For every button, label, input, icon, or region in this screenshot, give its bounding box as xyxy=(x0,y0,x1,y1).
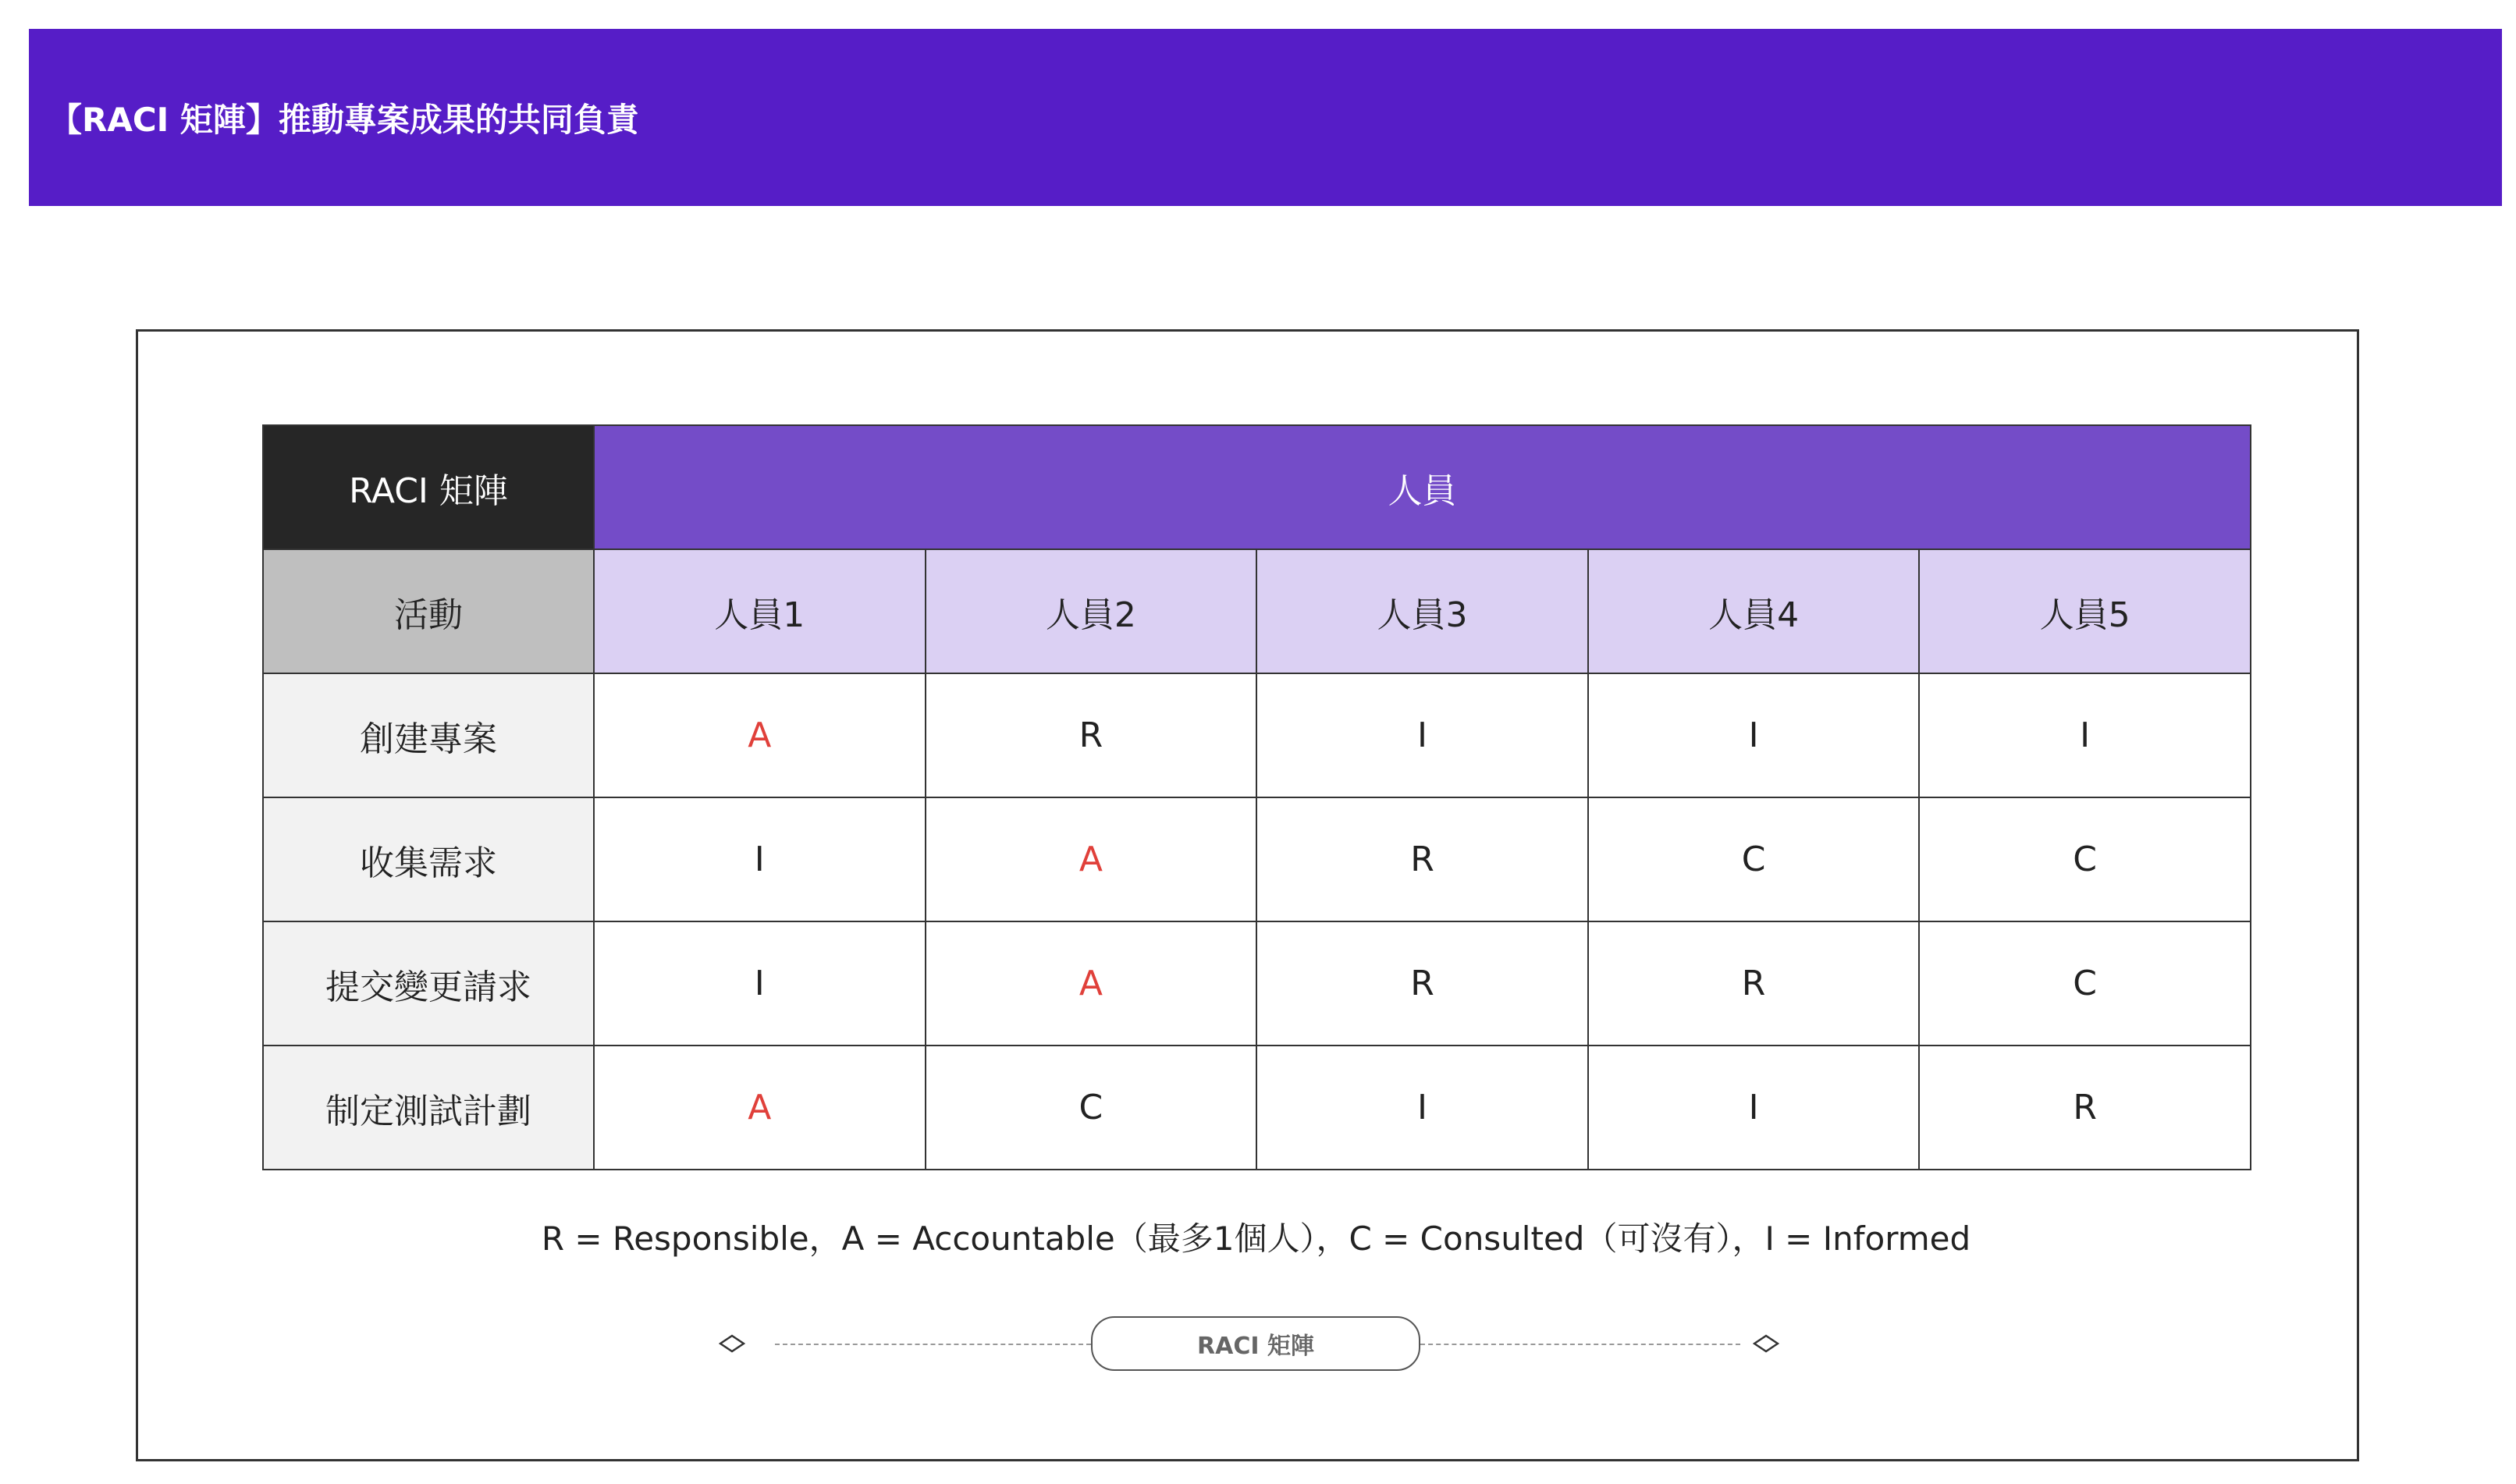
matrix-corner-label: RACI 矩陣 xyxy=(263,425,594,549)
person-column-header: 人員1 xyxy=(594,549,926,673)
people-group-header: 人員 xyxy=(594,425,2251,549)
raci-matrix xyxy=(262,424,2251,1170)
page-header xyxy=(29,29,2502,206)
table-row xyxy=(263,1046,2251,1170)
table-row xyxy=(263,921,2251,1046)
diamond-outline-icon xyxy=(719,1330,745,1357)
raci-value: I xyxy=(1256,673,1588,797)
raci-value: A xyxy=(926,921,1257,1046)
table-subheader-row xyxy=(263,549,2251,673)
raci-value: A xyxy=(926,797,1257,921)
raci-value: R xyxy=(1256,921,1588,1046)
raci-value: I xyxy=(1588,673,1920,797)
footer-label: RACI 矩陣 xyxy=(1091,1316,1420,1371)
table-row xyxy=(263,797,2251,921)
raci-value: C xyxy=(1919,797,2251,921)
raci-value: R xyxy=(926,673,1257,797)
raci-value: R xyxy=(1588,921,1920,1046)
raci-value: R xyxy=(1256,797,1588,921)
raci-value: I xyxy=(1919,673,2251,797)
activity-name: 提交變更請求 xyxy=(263,921,594,1046)
raci-value: I xyxy=(1256,1046,1588,1170)
activity-name: 收集需求 xyxy=(263,797,594,921)
raci-legend: R = Responsible，A = Accountable（最多1個人），C = Consulted（可沒有），I = Informed xyxy=(541,1220,1971,1258)
table-header-row xyxy=(263,425,2251,549)
raci-value: I xyxy=(1588,1046,1920,1170)
person-column-header: 人員5 xyxy=(1919,549,2251,673)
diamond-outline-icon xyxy=(1753,1330,1779,1357)
connector-line-left xyxy=(775,1344,1091,1345)
activity-name: 創建專案 xyxy=(263,673,594,797)
raci-value: C xyxy=(1919,921,2251,1046)
connector-line-right xyxy=(1420,1344,1740,1345)
person-column-header: 人員2 xyxy=(926,549,1257,673)
raci-value: A xyxy=(594,1046,926,1170)
activity-column-header: 活動 xyxy=(263,549,594,673)
person-column-header: 人員4 xyxy=(1588,549,1920,673)
raci-value: R xyxy=(1919,1046,2251,1170)
raci-value: I xyxy=(594,921,926,1046)
table-row xyxy=(263,673,2251,797)
raci-value: C xyxy=(926,1046,1257,1170)
activity-name: 制定測試計劃 xyxy=(263,1046,594,1170)
table-body xyxy=(263,673,2251,1170)
page-title: 【RACI 矩陣】推動專案成果的共同負責 xyxy=(49,100,639,139)
person-column-header: 人員3 xyxy=(1256,549,1588,673)
raci-value: C xyxy=(1588,797,1920,921)
raci-value: I xyxy=(594,797,926,921)
raci-value: A xyxy=(594,673,926,797)
